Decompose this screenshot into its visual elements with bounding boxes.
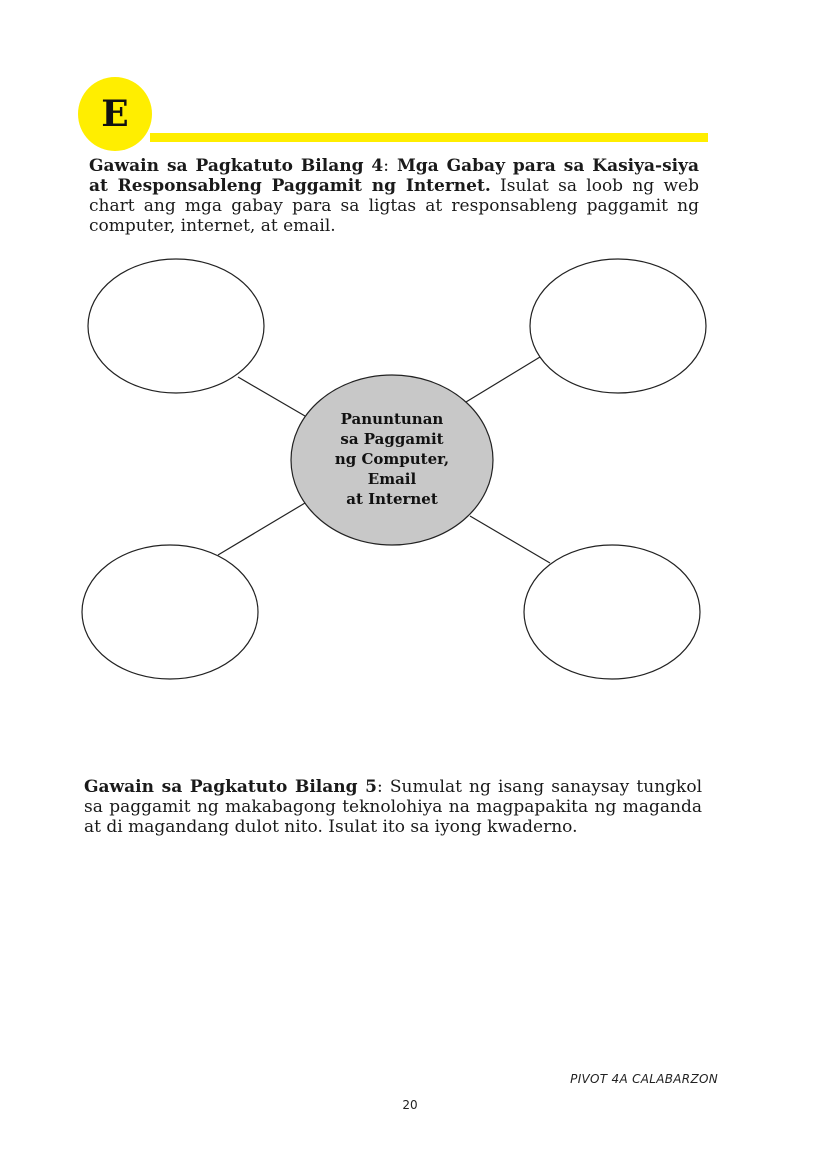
activity-4-instruction: Isulat sa loob ng web chart ang mga gabay para sa ligtas at responsableng paggamit ng computer, internet, at email. xyxy=(89,176,699,236)
footer-organization: PIVOT 4A CALABARZON xyxy=(570,1072,718,1086)
activity-4-subtitle: Mga Gabay para sa Kasiya-siya at Responsableng Paggamit ng Internet. xyxy=(89,156,699,196)
connector-bottom-left xyxy=(218,503,305,555)
activity-5-separator: : xyxy=(376,777,383,797)
center-bubble-label: Panuntunan sa Paggamit ng Computer, Email at Internet xyxy=(334,410,450,508)
activity-5-paragraph xyxy=(84,777,702,837)
bubble-bottom-left[interactable] xyxy=(82,545,258,679)
activity-5-instruction: Sumulat ng isang sanaysay tungkol sa paggamit ng makabagong teknolohiya na magpapakita ng maganda at di magandang dulot nito. Isulat ito sa iyong kwaderno. xyxy=(84,777,703,837)
activity-4-title: Gawain sa Pagkatuto Bilang 4 xyxy=(89,156,384,176)
connector-bottom-right xyxy=(470,516,550,563)
bubble-top-right[interactable] xyxy=(530,259,706,393)
bubble-bottom-right[interactable] xyxy=(524,545,700,679)
activity-5-title: Gawain sa Pagkatuto Bilang 5 xyxy=(84,777,377,797)
activity-4-separator: : xyxy=(383,156,389,176)
section-letter-badge: E xyxy=(78,77,152,151)
connector-top-right xyxy=(466,357,540,402)
page-number: 20 xyxy=(402,1098,418,1112)
bubble-top-left[interactable] xyxy=(88,259,264,393)
